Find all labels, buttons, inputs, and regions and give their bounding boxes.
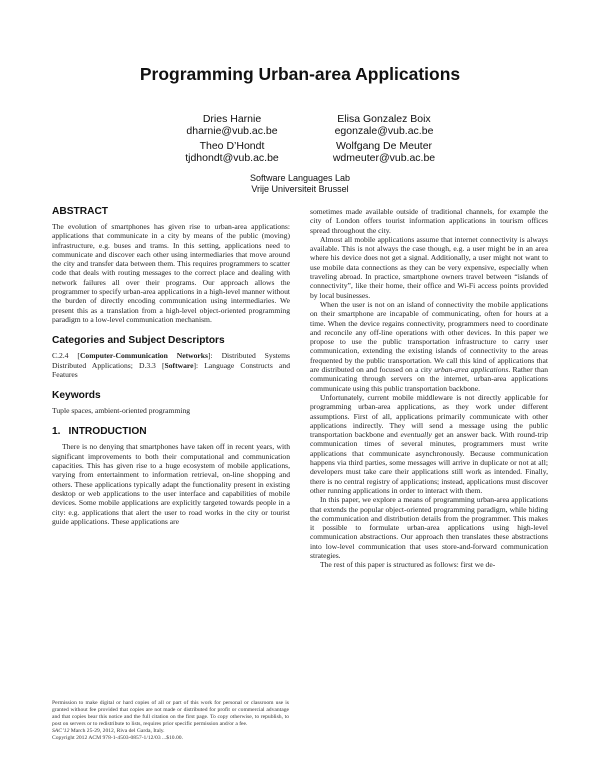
- author-name: Dries Harnie: [202, 113, 262, 125]
- intro-heading: [52, 426, 290, 438]
- body-paragraph: The rest of this paper is structured as follows: first we de-: [320, 560, 496, 570]
- author-name: Wolfgang De Meuter: [335, 140, 433, 152]
- copyright-line: Copyright 2012 ACM 978-1-4503-0857-1/12/03 ...$10.00.: [52, 735, 183, 741]
- permission-notice: Permission to make digital or hard copies of all or part of this work for personal or classroom use is granted without fee provided that copies are not made or distributed for profit or commercial advantage and that copies bear this notice and the full citation on the first page. To copy otherwise, to republish, to post on servers or to redistribute to lists, requires prior specific permission and/or a fee.: [52, 700, 289, 727]
- body-paragraph: Unfortunately, current mobile middleware is not directly applicable for programming urban-area applications, as they work under different assumptions. First of all, applications primarily communicate with other applications indirectly. They will send a message using the public transportation backbone and eventually get an answer back. With round-trip communication times of several minutes, programmers must write applications that communicate asynchronously. Because communication happens via third parties, some messages will arrive in duplicate or not at all; developers must take care their applications still work as intended. Finally, there is no central registry of applications; instead, applications must discover other running applications in order to interact with them.: [310, 392, 549, 495]
- author-name: Elisa Gonzalez Boix: [337, 113, 431, 125]
- author-block: [284, 114, 484, 137]
- copyright-footnote: [52, 700, 289, 742]
- body-paragraph: When the user is not on an island of connectivity the mobile applications on their smartphone are incapable of communicating, often for hours at a time. When the device regains connectivity, programmers need to coordinate and reconcile any off-line operations with other devices. In this paper we propose to use the public transportation infrastructure to carry user communication, extending the existing islands of connectivity to the areas frequented by the public transportation. We call this kind of applications that are distributed on and focused on a city urban-area applications. Rather than communicating through servers on the internet, urban-area applications communicate using this public transportation backbone.: [310, 299, 549, 393]
- paper-title: Programming Urban-area Applications: [139, 64, 461, 84]
- body-paragraph: sometimes made available outside of traditional channels, for example the city of London offers tourist information applications in tourism offices spread throughout the city.: [310, 207, 548, 235]
- keywords-text: Tuple spaces, ambient-oriented programming: [52, 406, 191, 416]
- abstract-heading: ABSTRACT: [52, 206, 109, 217]
- keywords-heading: Keywords: [52, 390, 101, 402]
- body-paragraph: Almost all mobile applications assume that internet connectivity is always available. This is not always the case though, e.g. a user might be in an area where his device does not get a signal. Additionally, a user might not want to use mobile data connections as they can be very expensive, especially when traveling abroad. In practice, smartphone owners travel between “islands of connectivity”, like their home, their office and Wi-Fi access points provided by local businesses.: [310, 234, 548, 300]
- left-column: [52, 206, 290, 526]
- affiliation-lab: Software Languages Lab: [249, 173, 351, 183]
- author-email: dharnie@vub.ac.be: [186, 124, 278, 137]
- categories-heading: Categories and Subject Descriptors: [52, 335, 225, 347]
- intro-paragraph: There is no denying that smartphones have taken off in recent years, with significant improvements to both their computational and communication capacities. This has given rise to a huge ecosystem of mobile applications, varying from entertainment to information retrieval, on-line shopping and others. These applications typically adapt the functionality present in existing desktop or web applications to the user interface and capabilities of mobile devices. Some mobile applications are explicitly targeted towards people in a city: e.g. applications that alert the user to road works in the city or tourist guide applications. These applications are: [52, 442, 290, 526]
- author-name: Theo D’Hondt: [199, 140, 265, 152]
- intro-title: INTRODUCTION: [68, 426, 147, 438]
- author-email: tjdhondt@vub.ac.be: [185, 151, 279, 164]
- body-paragraph: In this paper, we explore a means of programming urban-area applications that extends the popular object-oriented programming paradigm, while hiding the communication and distribution details from the programmer. This makes it possible to formulate urban-area applications using high-level communication abstractions. Our approach then translates these abstractions into low-level communication that uses store-and-forward communication strategies.: [310, 495, 548, 560]
- intro-number: 1.: [52, 426, 61, 438]
- affiliation: [0, 173, 600, 194]
- affiliation-university: Vrije Universiteit Brussel: [251, 183, 349, 194]
- conference-info: SAC’12 March 25-29, 2012, Riva del Garda, Italy.: [52, 728, 165, 734]
- abstract-text: The evolution of smartphones has given rise to urban-area applications: applications that communicate in a city by means of the public (moving) infrastructure, e.g. buses and trams. In this setting, applications need to communicate and discover each other using intermediaries that move around the city and transfer data between them. This requires programmers to scatter code that deals with routing messages to the correct place and dealing with network failures all over their programs. Our approach allows the programmer to specify urban-area applications in a high-level manner without the burden of directly encoding communication using intermediaries. We present this as a translation from a high-level object-oriented programming paradigm to a low-level communication mechanism.: [52, 222, 290, 324]
- author-email: egonzale@vub.ac.be: [334, 124, 434, 137]
- right-column: [310, 207, 548, 570]
- categories-text: C.2.4 [Computer-Communication Networks]: Distributed Systems Distributed Applications; D.3.3 [Software]: Language Constructs and Features: [52, 351, 290, 379]
- author-block: [284, 141, 484, 164]
- author-email: wdmeuter@vub.ac.be: [332, 151, 436, 164]
